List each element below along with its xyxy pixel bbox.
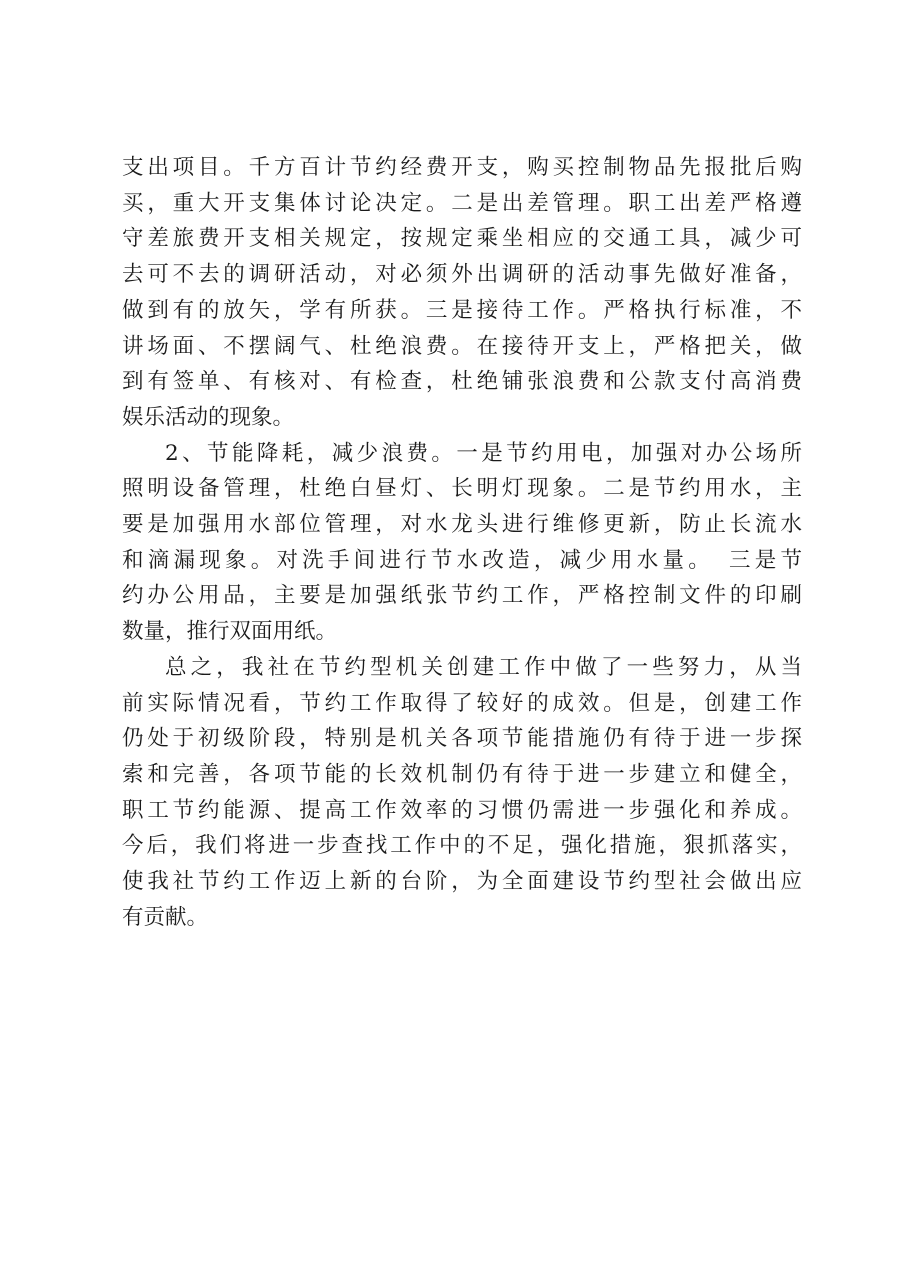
text-line: 数量，推行双面用纸。 [122,619,338,645]
text-line: 使我社节约工作迈上新的台阶，为全面建设节约型社会做出应 [122,869,802,895]
text-line: 照明设备管理，杜绝白昼灯、长明灯现象。二是节约用水，主 [122,476,802,502]
text-line: 前实际情况看，节约工作取得了较好的成效。但是，创建工作 [122,690,802,716]
text-line: 约办公用品，主要是加强纸张节约工作，严格控制文件的印刷 [122,583,802,609]
text-line: 今后，我们将进一步查找工作中的不足，强化措施，狠抓落实， [122,833,802,859]
text-line: 有贡献。 [122,904,209,930]
paragraph-conclusion [122,650,802,936]
paragraph-expense-control [122,150,802,436]
text-line: 和滴漏现象。对洗手间进行节水改造，减少用水量。 三是节 [122,547,802,573]
paragraph-energy-saving [122,436,802,650]
text-line: 守差旅费开支相关规定，按规定乘坐相应的交通工具，减少可 [122,226,802,252]
text-line: 买，重大开支集体讨论决定。二是出差管理。职工出差严格遵 [122,190,802,216]
text-line: 到有签单、有核对、有检查，杜绝铺张浪费和公款支付高消费 [122,369,802,395]
text-line: 总之，我社在节约型机关创建工作中做了一些努力，从当 [165,654,802,680]
text-line: 职工节约能源、提高工作效率的习惯仍需进一步强化和养成。 [122,797,802,823]
text-line: 做到有的放矢，学有所获。三是接待工作。严格执行标准，不 [122,297,802,323]
text-line: 讲场面、不摆阔气、杜绝浪费。在接待开支上，严格把关，做 [122,333,802,359]
text-line: 索和完善，各项节能的长效机制仍有待于进一步建立和健全， [122,761,802,787]
text-line: 娱乐活动的现象。 [122,404,295,430]
text-line: 支出项目。千方百计节约经费开支，购买控制物品先报批后购 [122,155,802,180]
document-body [122,150,802,935]
text-line: 2、节能降耗，减少浪费。一是节约用电，加强对办公场所 [165,440,802,466]
text-line: 去可不去的调研活动，对必须外出调研的活动事先做好准备， [122,262,802,288]
text-line: 要是加强用水部位管理，对水龙头进行维修更新，防止长流水 [122,512,802,538]
text-line: 仍处于初级阶段，特别是机关各项节能措施仍有待于进一步探 [122,726,802,752]
